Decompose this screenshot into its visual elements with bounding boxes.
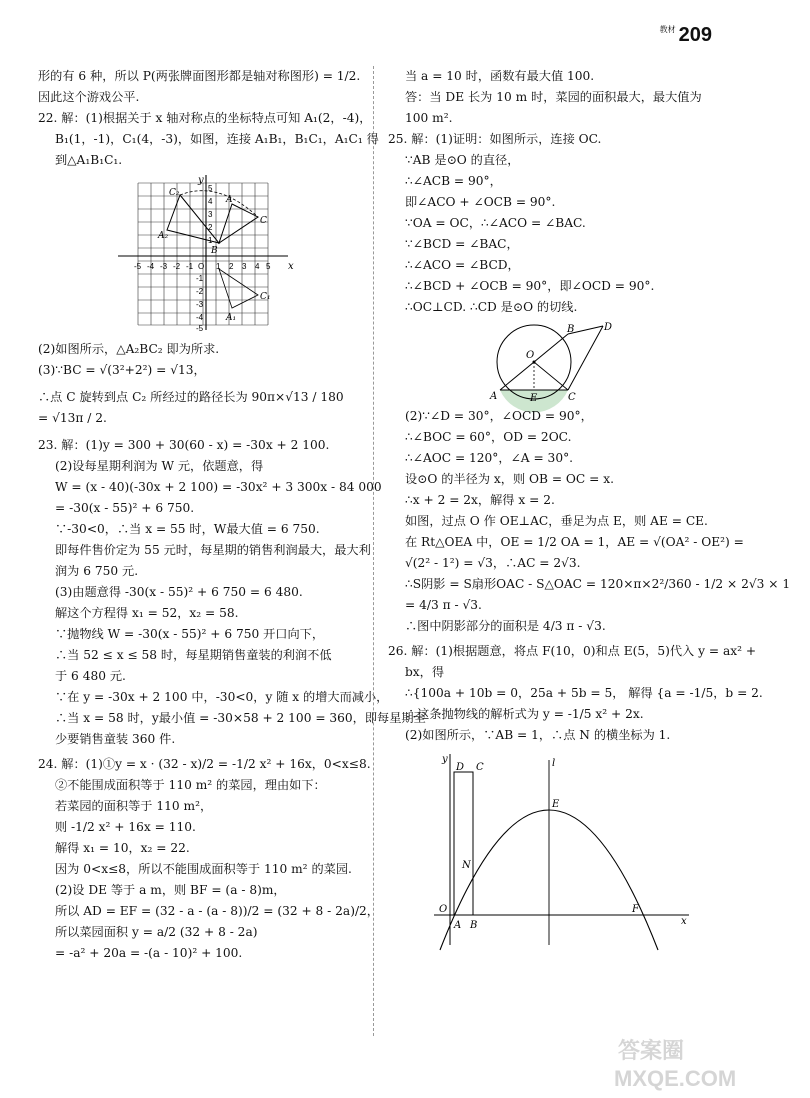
x-tick: O <box>198 262 205 271</box>
x-tick: -4 <box>147 262 155 271</box>
y-tick: -2 <box>196 287 204 296</box>
watermark-logo <box>610 1032 740 1092</box>
text-line: ∴当 52 ≤ x ≤ 58 时，每星期销售童装的利润不低 <box>55 648 332 662</box>
text-line: 解得 x₁ = 10，x₂ = 22. <box>55 841 190 855</box>
text-line: (2)设 DE 等于 a m，则 BF = (a - 8)m， <box>55 883 286 897</box>
point-label: A₁ <box>226 313 237 323</box>
y-tick: 4 <box>208 197 213 206</box>
y-tick: 3 <box>208 210 213 219</box>
text-line: 因此这个游戏公平. <box>38 90 140 104</box>
text-line: 因为 0<x≤8，所以不能围成面积等于 110 m² 的菜园. <box>55 862 352 876</box>
point-label: A <box>226 195 233 205</box>
text-line: = 4/3 π - √3. <box>405 598 482 612</box>
text-line: 答：当 DE 长为 10 m 时，菜园的面积最大，最大值为 <box>405 90 702 104</box>
text-line: 解这个方程得 x₁ = 52，x₂ = 58. <box>55 606 239 620</box>
x-tick: 1 <box>216 262 221 271</box>
text-line: ∴S阴影 = S扇形OAC - S△OAC = 120×π×2²/360 - 1/2 × 2√3 × 1 <box>405 577 791 591</box>
text-line: 设⊙O 的半径为 x，则 OB = OC = x. <box>405 472 614 486</box>
text-line: ∴∠ACB = 90°， <box>405 174 502 188</box>
text-line: ∵-30<0，∴当 x = 55 时，W最大值 = 6 750. <box>55 522 320 536</box>
y-tick: 5 <box>208 184 213 193</box>
y-tick: 1 <box>208 236 213 245</box>
right-column <box>388 66 791 954</box>
text-line: ∵在 y = -30x + 2 100 中，-30<0，y 随 x 的增大而减小， <box>55 690 389 704</box>
text-line: 如图，过点 O 作 OE⊥AC，垂足为点 E，则 AE = CE. <box>405 514 708 528</box>
q24-head: 24. 解：(1)①y = x · (32 - x)/2 = -1/2 x² + 16x，0<x≤8. <box>38 757 371 771</box>
y-tick: -5 <box>196 324 204 333</box>
watermark-text: MXQE.COM <box>614 1066 737 1091</box>
point-label: C₂ <box>169 188 180 198</box>
text-line: = √13π / 2. <box>38 411 107 425</box>
text-line: (2)设每星期利润为 W 元，依题意，得 <box>55 459 264 473</box>
text-line: 形的有 6 种，所以 P(两张牌面图形都是轴对称图形) = 1/2. <box>38 69 361 83</box>
text-line: ∴∠ACO = ∠BCD， <box>405 258 520 272</box>
text-line: (3)由题意得 -30(x - 55)² + 6 750 = 6 480. <box>55 585 303 599</box>
tangent-CD <box>568 326 603 390</box>
text-line: bx，得 <box>405 665 445 679</box>
text-line: 少要销售童装 360 件. <box>55 732 176 746</box>
text-line: W = (x - 40)(-30x + 2 100) = -30x² + 3 300x - 84 000 <box>55 480 382 494</box>
point-label: B <box>470 920 478 931</box>
text-line: ∵AB 是⊙O 的直径， <box>405 153 520 167</box>
text-line: 则 -1/2 x² + 16x = 110. <box>55 820 196 834</box>
axis-label: y <box>442 754 448 765</box>
text-line: ∴这条抛物线的解析式为 y = -1/5 x² + 2x. <box>405 707 644 721</box>
text-line: 到△A₁B₁C₁. <box>55 153 123 167</box>
y-tick: -3 <box>196 300 204 309</box>
point-label: F <box>632 904 639 915</box>
text-line: = -a² + 20a = -(a - 10)² + 100. <box>55 946 243 960</box>
point-label: A <box>454 920 462 931</box>
point-label: B <box>567 324 575 335</box>
point-label: C₁ <box>260 292 271 302</box>
text-line: 在 Rt△OEA 中，OE = 1/2 OA = 1，AE = √(OA² - OE²) = <box>405 535 744 549</box>
text-line: 所以菜园面积 y = a/2 (32 + 8 - 2a) <box>55 925 258 939</box>
text-line: 所以 AD = EF = (32 - a - (a - 8))/2 = (32 + 8 - 2a)/2， <box>55 904 379 918</box>
text-line: ∴∠AOC = 120°，∠A = 30°. <box>405 451 574 465</box>
text-line: (3)∵BC = √(3²+2²) = √13， <box>38 363 206 377</box>
text-line: = -30(x - 55)² + 6 750. <box>55 501 195 515</box>
text-line: ②不能围成面积等于 110 m² 的菜园，理由如下： <box>55 778 326 792</box>
y-tick: -1 <box>196 274 204 283</box>
text-line: 当 a = 10 时，函数有最大值 100. <box>405 69 595 83</box>
axis-label: l <box>552 758 556 769</box>
point-label: D <box>604 322 613 333</box>
text-line: (2)∵∠D = 30°，∠OCD = 90°， <box>405 409 593 423</box>
point-label: O <box>526 350 535 361</box>
x-tick: 4 <box>255 262 260 271</box>
y-tick: -4 <box>196 313 204 322</box>
x-tick: 2 <box>229 262 234 271</box>
text-line: √(2² - 1²) = √3，∴AC = 2√3. <box>405 556 581 570</box>
point-label: A <box>490 391 498 402</box>
triangle-A1B1C1 <box>219 269 258 308</box>
rotation-arc <box>180 191 258 217</box>
x-tick: -5 <box>134 262 142 271</box>
text-line: ∵抛物线 W = -30(x - 55)² + 6 750 开口向下， <box>55 627 325 641</box>
x-tick: 3 <box>242 262 247 271</box>
text-line: ∵∠BCD = ∠BAC， <box>405 237 519 251</box>
point-label: C <box>568 392 576 403</box>
text-line: ∴当 x = 58 时，y最小值 = -30×58 + 2 100 = 360，即每星期至 <box>55 711 426 725</box>
y-axis-label: y <box>198 175 204 186</box>
text-line: 若菜园的面积等于 110 m²， <box>55 799 213 813</box>
x-tick: -2 <box>173 262 181 271</box>
page-number <box>660 24 712 47</box>
text-line: ∴点 C 旋转到点 C₂ 所经过的路径长为 90π×√13 / 180 <box>38 390 344 404</box>
x-axis-label: x <box>288 261 294 272</box>
rectangle-ABCD <box>454 772 473 915</box>
text-line: 即每件售价定为 55 元时，每星期的销售利润最大，最大利 <box>55 543 371 557</box>
y-tick: 2 <box>208 223 213 232</box>
text-line: 即∠ACO + ∠OCB = 90°. <box>405 195 556 209</box>
figure-22-coordinate-grid <box>98 175 424 335</box>
text-line: ∴图中阴影部分的面积是 4/3 π - √3. <box>405 619 606 633</box>
text-line: ∴∠BOC = 60°，OD = 2OC. <box>405 430 572 444</box>
x-tick: -1 <box>186 262 194 271</box>
text-line: ∴{100a + 10b = 0，25a + 5b = 5， 解得 {a = -1/5，b = 2. <box>405 686 763 700</box>
point-label: A₂ <box>158 231 169 241</box>
watermark-cn: 答案圈 <box>618 1038 685 1063</box>
text-line: 100 m². <box>405 111 453 125</box>
text-line: 润为 6 750 元. <box>55 564 139 578</box>
text-line: 于 6 480 元. <box>55 669 126 683</box>
triangle-ABC <box>219 204 258 243</box>
q26-head: 26. 解：(1)根据题意，将点 F(10，0)和点 E(5，5)代入 y = ax² + <box>388 644 757 658</box>
x-tick: -3 <box>160 262 168 271</box>
x-tick: 5 <box>266 262 271 271</box>
point-label: O <box>439 904 448 915</box>
y-tick-labels <box>196 184 213 333</box>
text-line: ∵OA = OC，∴∠ACO = ∠BAC. <box>405 216 586 230</box>
figure-26-parabola <box>414 750 736 950</box>
segment-OC <box>534 362 568 390</box>
point-label: C <box>476 762 484 773</box>
point-label: B <box>211 246 218 256</box>
q25-head: 25. 解：(1)证明：如图所示，连接 OC. <box>388 132 602 146</box>
figure-26-labels <box>439 754 687 931</box>
x-tick-labels <box>134 262 271 271</box>
page-number-value: 209 <box>678 24 712 46</box>
point-label: D <box>456 762 465 773</box>
point-label: E <box>552 799 560 810</box>
q23-head: 23. 解：(1)y = 300 + 30(60 - x) = -30x + 2 100. <box>38 438 330 452</box>
text-line: ∴OC⊥CD. ∴CD 是⊙O 的切线. <box>405 300 578 314</box>
text-line: (2)如图所示，△A₂BC₂ 即为所求. <box>38 342 220 356</box>
text-line: (2)如图所示，∵AB = 1，∴点 N 的横坐标为 1. <box>405 728 671 742</box>
point-label: E <box>530 393 538 404</box>
point-label: C <box>260 216 267 226</box>
point-label: N <box>462 860 471 871</box>
text-line: ∴∠BCD + ∠OCB = 90°，即∠OCD = 90°. <box>405 279 655 293</box>
axis-label: x <box>681 916 687 927</box>
page-prefix: 教材 <box>659 25 676 34</box>
text-line: B₁(1，-1)，C₁(4，-3)，如图，连接 A₁B₁，B₁C₁，A₁C₁ 得 <box>55 132 379 146</box>
text-line: ∴x + 2 = 2x，解得 x = 2. <box>405 493 555 507</box>
q22-head: 22. 解：(1)根据关于 x 轴对称点的坐标特点可知 A₁(2，-4)， <box>38 111 372 125</box>
figure-25-circle <box>488 322 810 402</box>
